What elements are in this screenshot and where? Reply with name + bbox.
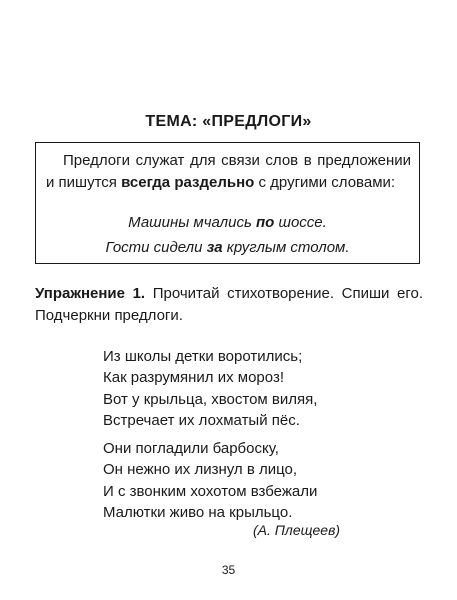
poem-line: Из школы детки воротились; — [103, 348, 303, 365]
poem-line: Они погладили барбоску, — [103, 440, 279, 457]
rule-box — [35, 142, 420, 264]
poem-line: И с звонким хохотом взбежали — [103, 482, 318, 500]
example-sentence-1 — [36, 214, 419, 231]
page-number: 35 — [221, 563, 236, 577]
rule-text-start: Предлоги служат для связи слов в предложении и пишутся — [46, 152, 411, 191]
rule-text — [46, 150, 411, 193]
poem-author: (А. Плещеев) — [253, 522, 341, 538]
example-sentence-2 — [36, 239, 419, 256]
rule-text-bold: всегда раздельно — [121, 173, 255, 191]
example-1-before: Машины мчались — [128, 214, 257, 231]
poem-line: Как разрумянил их мороз! — [103, 369, 284, 387]
exercise-text: Прочитай стихотворение. Спиши его. Подчеркни предлоги. — [35, 285, 423, 324]
poem-line: Малютки живо на крыльцо. — [103, 503, 293, 521]
example-1-after: шоссе. — [274, 214, 327, 231]
poem-line: Он нежно их лизнул в лицо, — [103, 461, 298, 479]
poem-line: Вот у крыльца, хвостом виляя, — [103, 390, 318, 408]
example-2-after: круглым столом. — [222, 239, 350, 256]
example-2-before: Гости сидели — [105, 239, 207, 256]
page-title: ТЕМА: «ПРЕДЛОГИ» — [145, 113, 312, 130]
exercise-instruction — [35, 283, 423, 326]
example-2-preposition: за — [206, 239, 223, 256]
exercise-label: Упражнение 1. — [35, 285, 146, 302]
poem-stanza-1 — [103, 346, 317, 431]
poem-stanza-2 — [103, 438, 317, 523]
rule-text-end: с другими словами: — [254, 173, 396, 191]
example-1-preposition: по — [256, 214, 275, 231]
poem-line: Встречает их лохматый пёс. — [103, 411, 300, 429]
